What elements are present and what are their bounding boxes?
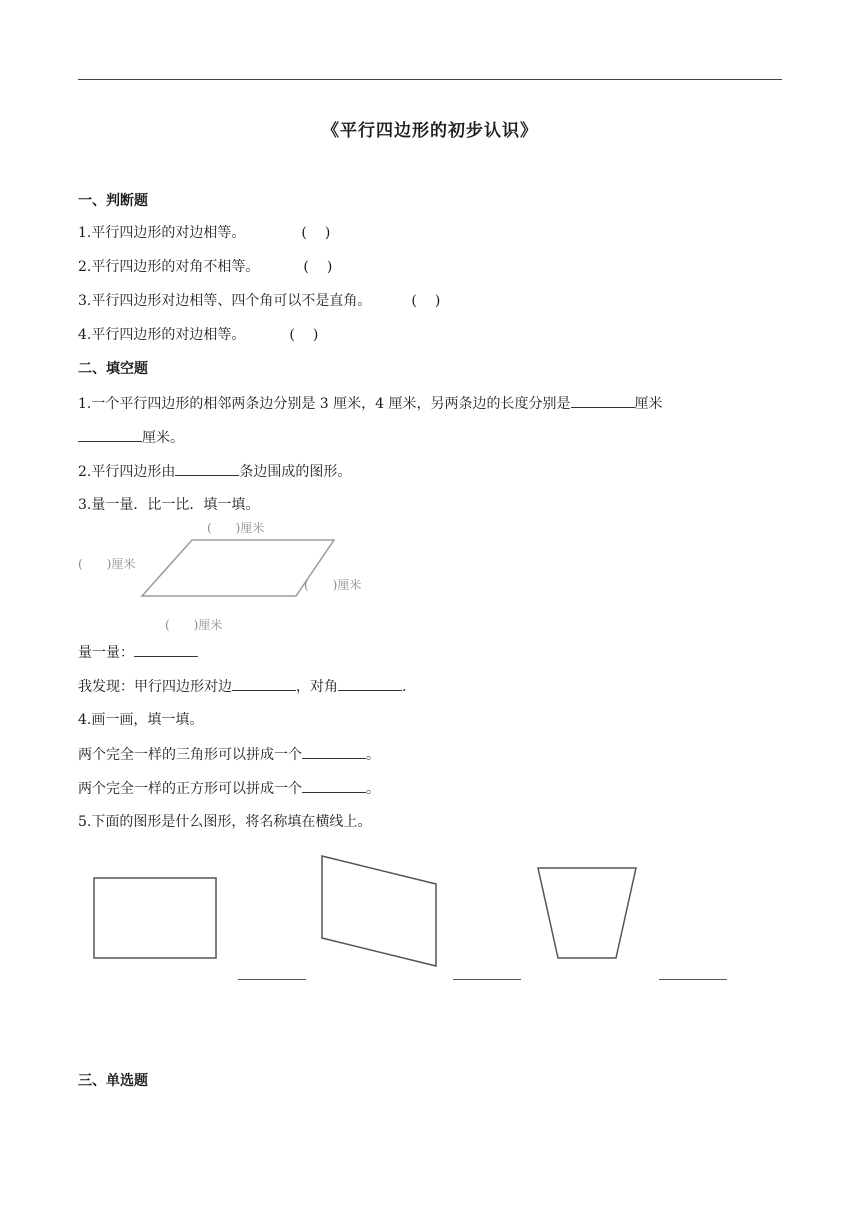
rectangle-shape bbox=[94, 878, 216, 958]
page-title: 《平行四边形的初步认识》 bbox=[322, 121, 538, 141]
slanted-quadrilateral-shape bbox=[322, 856, 436, 966]
answer-paren-close: ) bbox=[324, 225, 331, 241]
fill-question-1-line-2 bbox=[78, 427, 184, 448]
judgment-question-2 bbox=[78, 257, 332, 277]
measure-label-left: ( )厘米 bbox=[78, 557, 136, 571]
rectangle-figure bbox=[90, 874, 220, 962]
answer-paren-open: ( bbox=[289, 327, 295, 343]
discover-text: . bbox=[402, 679, 407, 695]
section-heading-single-choice: 三、单选题 bbox=[78, 1073, 148, 1089]
fill-question-4-line-2 bbox=[78, 778, 380, 799]
fill-question-5: 5.下面的图形是什么图形，将名称填在横线上。 bbox=[78, 814, 372, 830]
unit-text: 厘米 bbox=[634, 396, 663, 412]
unit-text: 厘米。 bbox=[142, 430, 184, 446]
question-text: 1.平行四边形的对边相等。 bbox=[78, 225, 246, 241]
section-heading-judgment: 一、判断题 bbox=[78, 193, 148, 209]
answer-paren-open: ( bbox=[411, 293, 417, 309]
answer-blank[interactable] bbox=[134, 642, 198, 657]
fill-question-2 bbox=[78, 461, 351, 482]
answer-paren-open: ( bbox=[301, 225, 307, 241]
fill-question-3: 3.量一量．比一比．填一填。 bbox=[78, 497, 260, 513]
question-text: 两个完全一样的正方形可以拼成一个 bbox=[78, 781, 302, 797]
question-text: 条边围成的图形。 bbox=[239, 464, 352, 480]
shape-answer-line-3[interactable] bbox=[659, 979, 727, 980]
answer-blank[interactable] bbox=[232, 676, 296, 691]
judgment-question-1 bbox=[78, 223, 330, 243]
discover-line bbox=[78, 676, 406, 697]
answer-paren-close: ) bbox=[312, 327, 319, 343]
discover-text: 我发现：甲行四边形对边 bbox=[78, 679, 232, 695]
shape-answer-line-1[interactable] bbox=[238, 979, 306, 980]
section-heading-fill-in: 二、填空题 bbox=[78, 361, 148, 377]
answer-paren-close: ) bbox=[326, 259, 333, 275]
question-text: 两个完全一样的三角形可以拼成一个 bbox=[78, 747, 302, 763]
shape-answer-line-2[interactable] bbox=[453, 979, 521, 980]
question-text: 1.一个平行四边形的相邻两条边分别是 3 厘米，4 厘米，另两条边的长度分别是 bbox=[78, 396, 571, 412]
period-text: 。 bbox=[366, 781, 380, 797]
answer-blank[interactable] bbox=[302, 744, 366, 759]
judgment-question-3 bbox=[78, 291, 440, 311]
trapezoid-shape bbox=[538, 868, 636, 958]
answer-blank[interactable] bbox=[302, 778, 366, 793]
fill-question-4: 4.画一画，填一填。 bbox=[78, 712, 204, 728]
answer-blank[interactable] bbox=[338, 676, 402, 691]
measure-label-bottom: ( )厘米 bbox=[165, 618, 223, 632]
question-text: 2.平行四边形由 bbox=[78, 464, 176, 480]
answer-blank[interactable] bbox=[571, 393, 635, 408]
question-text: 3.平行四边形对边相等、四个角可以不是直角。 bbox=[78, 293, 372, 309]
trapezoid-figure bbox=[534, 864, 640, 962]
measure-label: 量一量： bbox=[78, 645, 134, 661]
discover-text: ，对角 bbox=[296, 679, 338, 695]
question-text: 2.平行四边形的对角不相等。 bbox=[78, 259, 260, 275]
fill-question-1-line-1 bbox=[78, 393, 663, 414]
answer-blank[interactable] bbox=[78, 427, 142, 442]
header-rule bbox=[78, 79, 782, 80]
judgment-question-4 bbox=[78, 325, 318, 345]
measure-label-top: ( )厘米 bbox=[207, 521, 265, 535]
slanted-quadrilateral-figure bbox=[316, 852, 442, 972]
answer-paren-open: ( bbox=[303, 259, 309, 275]
measure-label-right: ( )厘米 bbox=[304, 578, 362, 592]
answer-blank[interactable] bbox=[175, 461, 239, 476]
fill-question-4-line-1 bbox=[78, 744, 380, 765]
question-text: 4.平行四边形的对边相等。 bbox=[78, 327, 246, 343]
measure-line bbox=[78, 642, 198, 663]
answer-paren-close: ) bbox=[434, 293, 441, 309]
period-text: 。 bbox=[366, 747, 380, 763]
